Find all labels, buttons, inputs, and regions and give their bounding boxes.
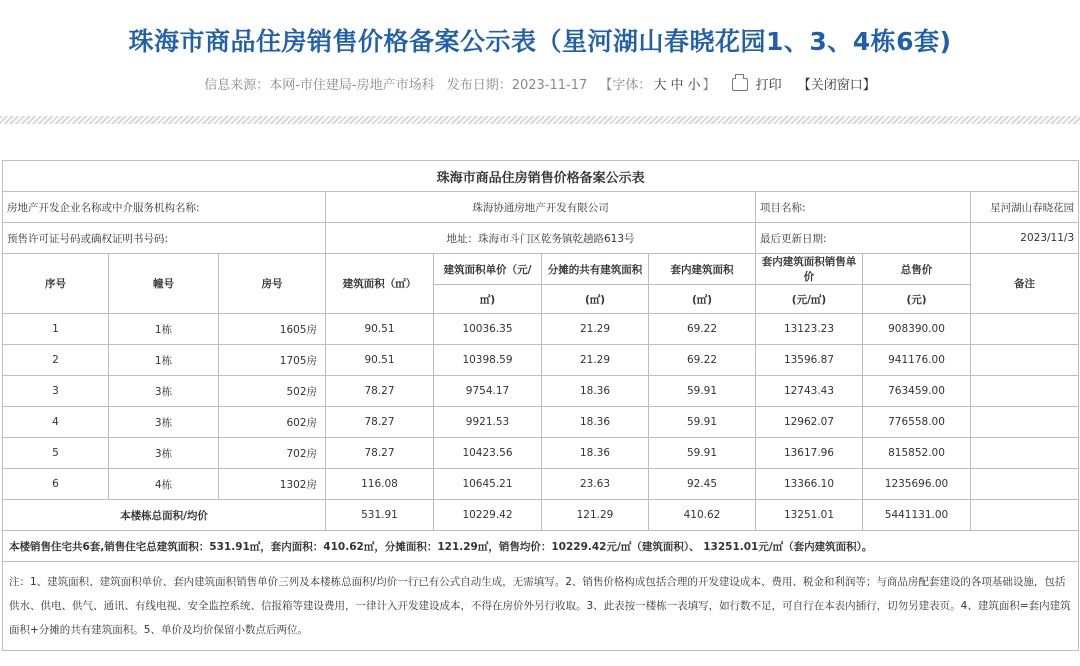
cell-shared: 18.36: [542, 438, 649, 469]
table-row: [3, 469, 1079, 500]
total-note: [971, 500, 1079, 531]
header-inner-price-unit: (元/㎡): [756, 285, 863, 314]
header-area: 建筑面积（㎡）: [326, 254, 434, 314]
font-size-close-bracket: 】: [702, 78, 716, 93]
cell-area: 116.08: [326, 469, 434, 500]
cell-area: 78.27: [326, 438, 434, 469]
cell-inner: 69.22: [649, 345, 756, 376]
total-label: 本楼栋总面积/均价: [3, 500, 326, 531]
font-size-label: 【字体：: [599, 78, 652, 93]
printer-icon: [732, 78, 748, 91]
divider-stripe: [0, 116, 1080, 124]
print-label: 打印: [755, 78, 782, 93]
cell-total: 1235696.00: [863, 469, 971, 500]
cell-note: [971, 314, 1079, 345]
table-row: [3, 438, 1079, 469]
cell-seq: 5: [3, 438, 109, 469]
font-size-small-button[interactable]: 小: [687, 78, 701, 93]
cell-area: 78.27: [326, 407, 434, 438]
cell-inner: 92.45: [649, 469, 756, 500]
cell-room: 1302房: [219, 469, 326, 500]
cell-building: 3栋: [109, 438, 219, 469]
header-shared-area-unit: (㎡): [542, 285, 649, 314]
cell-room: 502房: [219, 376, 326, 407]
total-area: 531.91: [326, 500, 434, 531]
cell-total: 941176.00: [863, 345, 971, 376]
developer-label: 房地产开发企业名称或中介服务机构名称:: [3, 192, 326, 223]
cell-inner-price: 13596.87: [756, 345, 863, 376]
cell-area: 90.51: [326, 345, 434, 376]
header-total-price-unit: (元): [863, 285, 971, 314]
cell-area: 78.27: [326, 376, 434, 407]
table-caption: 珠海市商品住房销售价格备案公示表: [3, 161, 1079, 192]
cell-total: 908390.00: [863, 314, 971, 345]
font-size-control: [599, 78, 719, 93]
cell-room: 602房: [219, 407, 326, 438]
cell-seq: 1: [3, 314, 109, 345]
price-table: [2, 160, 1079, 651]
header-inner-price: 套内建筑面积销售单价: [756, 254, 863, 285]
cell-building: 4栋: [109, 469, 219, 500]
cell-unit-price: 10398.59: [434, 345, 542, 376]
header-total-price: 总售价: [863, 254, 971, 285]
cell-room: 702房: [219, 438, 326, 469]
cell-unit-price: 9921.53: [434, 407, 542, 438]
cell-inner: 59.91: [649, 376, 756, 407]
cell-shared: 21.29: [542, 345, 649, 376]
total-unit-price: 10229.42: [434, 500, 542, 531]
cell-unit-price: 10423.56: [434, 438, 542, 469]
cell-total: 815852.00: [863, 438, 971, 469]
header-building: 幢号: [109, 254, 219, 314]
print-button[interactable]: [728, 78, 786, 93]
cell-note: [971, 438, 1079, 469]
cell-building: 1栋: [109, 345, 219, 376]
cell-inner-price: 13366.10: [756, 469, 863, 500]
cell-seq: 6: [3, 469, 109, 500]
cell-room: 1705房: [219, 345, 326, 376]
header-room: 房号: [219, 254, 326, 314]
header-note: 备注: [971, 254, 1079, 314]
cell-note: [971, 345, 1079, 376]
developer-value: 珠海协通房地产开发有限公司: [326, 192, 756, 223]
cell-inner-price: 12962.07: [756, 407, 863, 438]
header-unit-price: 建筑面积单价（元/: [434, 254, 542, 285]
source-text: 信息来源：本网-市住建局-房地产市场科: [204, 78, 435, 93]
total-price: 5441131.00: [863, 500, 971, 531]
cell-shared: 21.29: [542, 314, 649, 345]
total-row: [3, 500, 1079, 531]
cell-unit-price: 10645.21: [434, 469, 542, 500]
notes-text: 注：1、建筑面积、建筑面积单价、套内建筑面积销售单价三列及本楼栋总面积/均价一行已有公式自动生成，无需填写。2、销售价格构成包括合理的开发建设成本、费用、税金和利润等；与商品房配套建设的各项基础设施，包括供水、供电、供气、通讯、有线电视、安全监控系统、信报箱等建设费用，一律计入开发建设成本，不得在房价外另行收取。3、此表按一楼栋一表填写，如行数不足，可自行在本表内插行，切勿另建表页。4、建筑面积=套内建筑面积+分摊的共有建筑面积。5、单价及均价保留小数点后两位。: [3, 562, 1079, 651]
close-window-button[interactable]: 【关闭窗口】: [797, 78, 876, 93]
cell-total: 763459.00: [863, 376, 971, 407]
font-size-large-button[interactable]: 大: [653, 78, 667, 93]
total-inner-price: 13251.01: [756, 500, 863, 531]
cell-seq: 4: [3, 407, 109, 438]
cell-area: 90.51: [326, 314, 434, 345]
header-inner-area-unit: (㎡): [649, 285, 756, 314]
cell-shared: 18.36: [542, 407, 649, 438]
header-shared-area: 分摊的共有建筑面积: [542, 254, 649, 285]
cell-unit-price: 10036.35: [434, 314, 542, 345]
summary-text: 本楼销售住宅共6套,销售住宅总建筑面积：531.91㎡，套内面积：410.62㎡，分摊面积：121.29㎡，销售均价：10229.42元/㎡（建筑面积）、 13251.01元/㎡（套内建筑面积）。: [3, 531, 1079, 562]
address: 地址：珠海市斗门区乾务镇乾趟路613号: [326, 223, 756, 254]
cell-total: 776558.00: [863, 407, 971, 438]
table-row: [3, 345, 1079, 376]
page-title: 珠海市商品住房销售价格备案公示表（星河湖山春晓花园1、3、4栋6套): [128, 27, 952, 56]
article-meta: [0, 74, 1080, 93]
project-label: 项目名称:: [756, 192, 971, 223]
cell-unit-price: 9754.17: [434, 376, 542, 407]
publish-date: 发布日期：2023-11-17: [446, 78, 588, 93]
cell-note: [971, 407, 1079, 438]
cell-building: 1栋: [109, 314, 219, 345]
cell-building: 3栋: [109, 407, 219, 438]
header-unit-price-unit: ㎡): [434, 285, 542, 314]
cell-inner: 69.22: [649, 314, 756, 345]
cell-inner-price: 12743.43: [756, 376, 863, 407]
table-row: [3, 376, 1079, 407]
cell-shared: 18.36: [542, 376, 649, 407]
cell-inner: 59.91: [649, 438, 756, 469]
cell-seq: 3: [3, 376, 109, 407]
updated-value: 2023/11/3: [971, 223, 1079, 254]
header-inner-area: 套内建筑面积: [649, 254, 756, 285]
cell-seq: 2: [3, 345, 109, 376]
cell-inner-price: 13617.96: [756, 438, 863, 469]
permit-label: 预售许可证号码或确权证明书号码:: [3, 223, 326, 254]
total-shared: 121.29: [542, 500, 649, 531]
header-seq: 序号: [3, 254, 109, 314]
cell-inner-price: 13123.23: [756, 314, 863, 345]
table-row: [3, 314, 1079, 345]
cell-room: 1605房: [219, 314, 326, 345]
cell-inner: 59.91: [649, 407, 756, 438]
cell-shared: 23.63: [542, 469, 649, 500]
total-inner: 410.62: [649, 500, 756, 531]
updated-label: 最后更新日期:: [756, 223, 971, 254]
cell-building: 3栋: [109, 376, 219, 407]
font-size-medium-button[interactable]: 中: [670, 78, 684, 93]
cell-note: [971, 469, 1079, 500]
table-row: [3, 407, 1079, 438]
project-value: 星河湖山春晓花园: [971, 192, 1079, 223]
cell-note: [971, 376, 1079, 407]
